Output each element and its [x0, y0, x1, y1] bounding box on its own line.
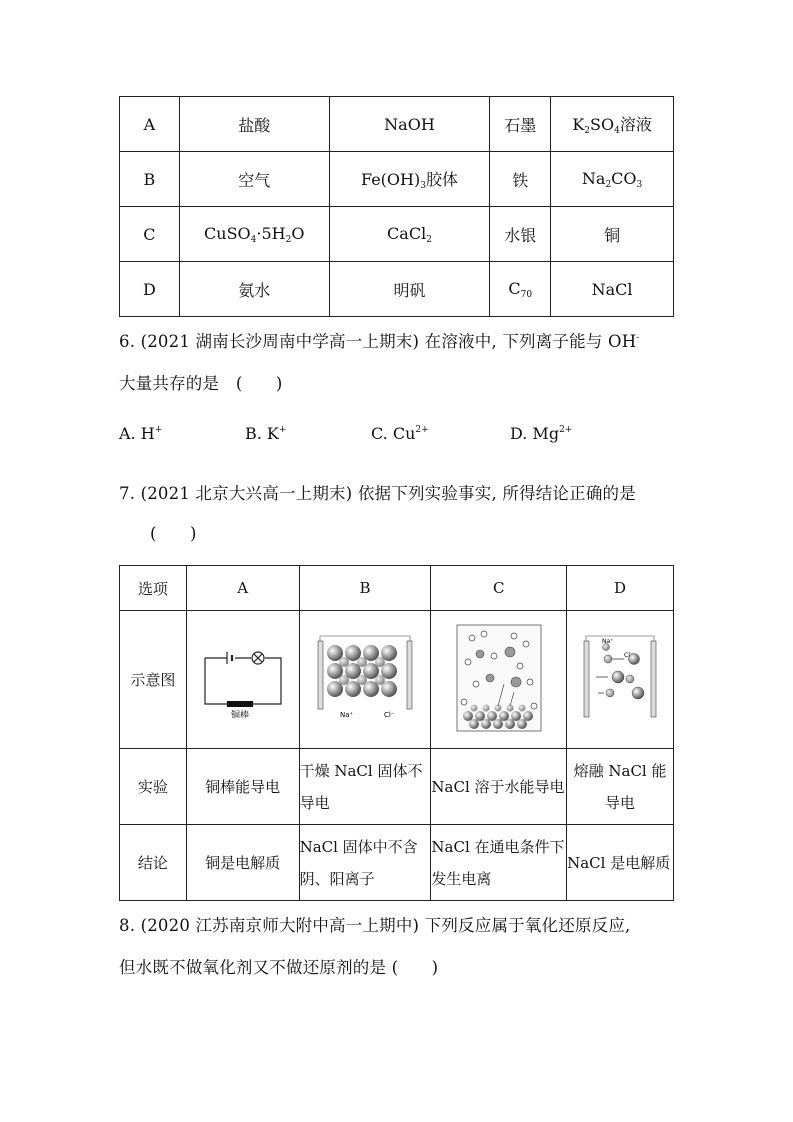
header-cell: A: [186, 566, 299, 611]
cell: NaCl 固体中不含阴、阳离子: [299, 825, 431, 901]
text: +: [154, 425, 163, 435]
solid-nacl-diagram: [310, 633, 420, 723]
cell: [329, 207, 490, 262]
question-8-line-1: 8. (2020 江苏南京师大附中高一上期中) 下列反应属于氧化还原反应,: [119, 916, 631, 935]
question-7-line-2: ( ): [150, 524, 197, 543]
question-8-line-2: 但水既不做氧化剂又不做还原剂的是 ( ): [119, 958, 439, 977]
row-label: D: [120, 262, 180, 317]
diagram-a: [186, 611, 299, 749]
text: CO: [611, 168, 637, 188]
experiment-table: [119, 565, 674, 901]
cell: 铜是电解质: [186, 825, 299, 901]
cell: 水银: [490, 207, 551, 262]
option-b: [245, 424, 286, 443]
cell: 盐酸: [179, 97, 329, 152]
table-row: [120, 262, 674, 317]
diagram-d: [567, 611, 674, 749]
text: C: [508, 278, 521, 298]
table-row: [120, 152, 674, 207]
question-6-line-2: 大量共存的是 ( ): [119, 374, 283, 393]
text: SO: [590, 115, 615, 134]
option-d: [510, 424, 572, 443]
text: -: [636, 333, 640, 343]
row-label: 实验: [120, 749, 187, 825]
question-6-line-1: [119, 328, 640, 352]
cell: [179, 207, 329, 262]
table-row: [120, 611, 674, 749]
option-a: [119, 424, 162, 443]
cell: 铜: [551, 207, 674, 262]
text: A. H: [119, 424, 155, 443]
cell: [329, 152, 490, 207]
text: 4: [614, 126, 620, 136]
cell: 空气: [179, 152, 329, 207]
text: Na: [581, 168, 606, 188]
cell: 铜棒能导电: [186, 749, 299, 825]
text: +: [278, 425, 287, 435]
cell: 干燥 NaCl 固体不导电: [299, 749, 431, 825]
table-row: [120, 566, 674, 611]
text: O: [291, 223, 305, 243]
text: 2: [584, 126, 591, 136]
text: Fe(OH): [360, 170, 421, 189]
text: 2+: [559, 425, 573, 435]
option-c: [371, 424, 429, 443]
cell: NaCl: [551, 262, 674, 317]
cell: NaCl 在通电条件下发生电离: [431, 825, 567, 901]
text: D. Mg: [510, 424, 560, 443]
copper-rod-shape: [227, 701, 253, 707]
table-row: [120, 749, 674, 825]
text: B. K: [245, 424, 279, 443]
cl-label: Cl⁻: [624, 651, 634, 659]
cell: NaOH: [329, 97, 490, 152]
header-cell: 选项: [120, 566, 187, 611]
row-label: A: [120, 97, 180, 152]
table-row: [120, 207, 674, 262]
cell: NaCl 是电解质: [567, 825, 674, 901]
text: 70: [520, 289, 533, 300]
cell: 石墨: [490, 97, 551, 152]
text: CuSO: [204, 223, 251, 243]
molten-nacl-diagram: [578, 633, 662, 723]
row-label: C: [120, 207, 180, 262]
dissolving-nacl-diagram: [454, 622, 544, 734]
cell: NaCl 溶于水能导电: [431, 749, 567, 825]
na-label: Na⁺: [602, 637, 614, 645]
text: 2: [605, 179, 612, 190]
text: 胶体: [425, 170, 458, 189]
header-cell: D: [567, 566, 674, 611]
table-row: [120, 825, 674, 901]
diagram-c: [431, 611, 567, 749]
table-row: [120, 97, 674, 152]
header-cell: C: [431, 566, 567, 611]
na-label: Na⁺: [339, 710, 354, 719]
cell: 铁: [490, 152, 551, 207]
text: 溶液: [619, 115, 652, 134]
row-label: B: [120, 152, 180, 207]
text: CaCl: [387, 223, 427, 243]
row-label: 示意图: [120, 611, 187, 749]
copper-rod-label: 铜棒: [230, 710, 249, 718]
cell: [490, 262, 551, 317]
diagram-b: [299, 611, 431, 749]
row-label: 结论: [120, 825, 187, 901]
options-table: [119, 96, 674, 317]
text: 2: [285, 234, 292, 245]
text: 6. (2021 湖南长沙周南中学高一上期末) 在溶液中, 下列离子能与 OH: [119, 332, 637, 351]
circuit-diagram: [193, 638, 293, 718]
cell: 熔融 NaCl 能导电: [567, 749, 674, 825]
text: 4: [250, 234, 257, 245]
cell: 氨水: [179, 262, 329, 317]
text: 2: [426, 234, 432, 245]
cl-label: Cl⁻: [383, 710, 395, 719]
cell: 明矾: [329, 262, 490, 317]
text: 3: [636, 179, 643, 190]
text: 3: [420, 181, 426, 191]
text: ·5H: [256, 223, 286, 243]
header-cell: B: [299, 566, 431, 611]
text: 2+: [415, 425, 429, 435]
cell: [551, 97, 674, 152]
text: K: [572, 115, 585, 134]
cell: [551, 152, 674, 207]
question-7-line-1: 7. (2021 北京大兴高一上期末) 依据下列实验事实, 所得结论正确的是: [119, 484, 636, 503]
text: C. Cu: [371, 424, 416, 443]
